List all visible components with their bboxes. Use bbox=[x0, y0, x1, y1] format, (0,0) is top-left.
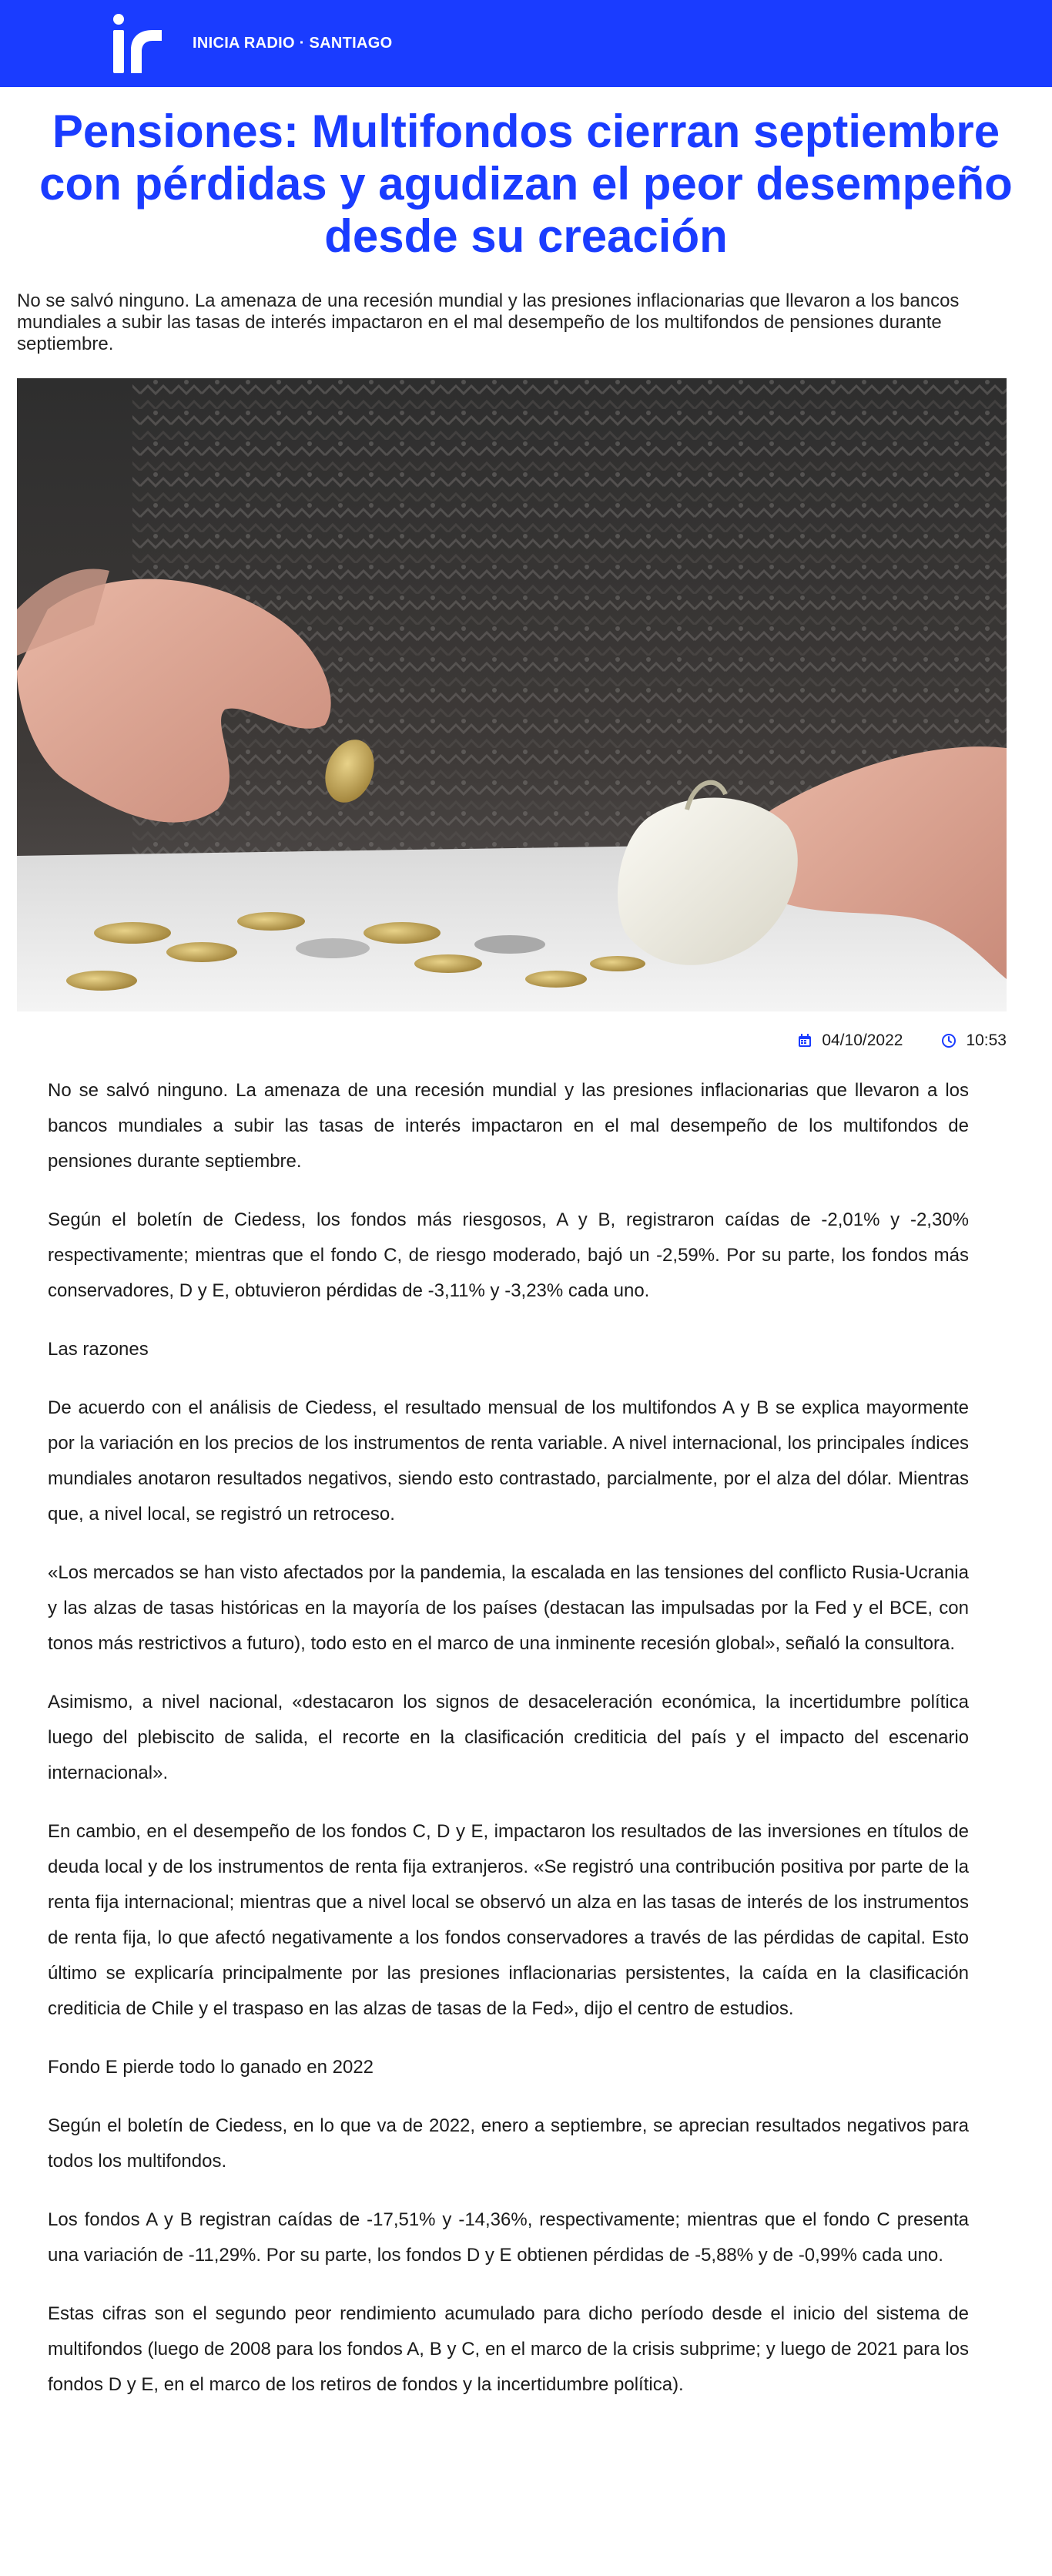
article-paragraph: Asimismo, a nivel nacional, «destacaron los signos de desaceleración económica, la incertidumbre política luego del plebiscito de salida, el recorte en la clasificación crediticia del país y el impacto del escenario internacional». bbox=[48, 1692, 969, 1783]
article-paragraph: De acuerdo con el análisis de Ciedess, el resultado mensual de los multifondos A y B se explica mayormente por la variación en los precios de los instrumentos de renta variable. A nivel internacional, los principales índices mundiales anotaron resultados negativos, siendo esto contrastado, parcialmente, por el alza del dólar. Mientras que, a nivel local, se registró un retroceso. bbox=[48, 1397, 969, 1524]
site-logo[interactable] bbox=[111, 13, 165, 75]
logo-icon bbox=[111, 13, 165, 75]
article-title: Pensiones: Multifondos cierran septiembre con pérdidas y agudizan el peor desempeño desde su creación bbox=[39, 106, 1013, 262]
brand-name[interactable]: INICIA RADIO · SANTIAGO bbox=[193, 35, 393, 52]
publish-time bbox=[941, 1031, 1007, 1050]
publish-date-text: 04/10/2022 bbox=[822, 1031, 903, 1049]
article-body bbox=[48, 1073, 969, 2403]
article-lead: No se salvó ninguno. La amenaza de una recesión mundial y las presiones inflacionarias que llevaron a los bancos mundiales a subir las tasas de interés impactaron en el mal desempeño de los multifondos de pensiones durante septiembre. bbox=[17, 290, 960, 354]
article-paragraph: Los fondos A y B registran caídas de -17,51% y -14,36%, respectivamente; mientras que el fondo C presenta una variación de -11,29%. Por su parte, los fondos D y E obtienen pérdidas de -5,88% y de -0,99% cada uno. bbox=[48, 2209, 969, 2266]
hero-photo-illustration bbox=[17, 378, 1007, 1011]
article-paragraph: Según el boletín de Ciedess, los fondos más riesgosos, A y B, registraron caídas de -2,01% y -2,30% respectivamente; mientras que el fondo C, de riesgo moderado, bajó un -2,59%. Por su parte, los fondos más conservadores, D y E, obtuvieron pérdidas de -3,11% y -3,23% cada uno. bbox=[48, 1209, 969, 1301]
article-paragraph: Según el boletín de Ciedess, en lo que va de 2022, enero a septiembre, se aprecian resultados negativos para todos los multifondos. bbox=[48, 2115, 969, 2172]
article-paragraph: Estas cifras son el segundo peor rendimiento acumulado para dicho período desde el inicio del sistema de multifondos (luego de 2008 para los fondos A, B y C, en el marco de la crisis subprime; y luego de 2021 para los fondos D y E, en el marco de los retiros de fondos y la incertidumbre política). bbox=[48, 2303, 969, 2395]
article-paragraph: En cambio, en el desempeño de los fondos C, D y E, impactaron los resultados de las inversiones en títulos de deuda local y de los instrumentos de renta fija extranjeros. «Se registró una contribución positiva por parte de la renta fija internacional; mientras que a nivel local se observó un alza en las tasas de interés de los instrumentos de renta fija, lo que afectó negativamente a los fondos conservadores a través de las pérdidas de capital. Esto último se explicaría principalmente por las presiones inflacionarias persistentes, la caída en la clasificación crediticia de Chile y el traspaso en las alzas de tasas de la Fed», dijo el centro de estudios. bbox=[48, 1821, 969, 2019]
site-header bbox=[0, 0, 1052, 87]
hero-image bbox=[17, 378, 1007, 1011]
article-paragraph: No se salvó ninguno. La amenaza de una recesión mundial y las presiones inflacionarias que llevaron a los bancos mundiales a subir las tasas de interés impactaron en el mal desempeño de los multifondos de pensiones durante septiembre. bbox=[48, 1080, 969, 1172]
article-subheading: Fondo E pierde todo lo ganado en 2022 bbox=[48, 2057, 374, 2078]
calendar-icon bbox=[797, 1033, 812, 1048]
publish-date bbox=[797, 1031, 903, 1050]
publish-time-text: 10:53 bbox=[966, 1031, 1007, 1049]
article-paragraph: «Los mercados se han visto afectados por la pandemia, la escalada en las tensiones del conflicto Rusia-Ucrania y las alzas de tasas históricas en la mayoría de los países (destacan las impulsadas por la Fed y el BCE, con tonos más restrictivos a futuro), todo esto en el marco de una inminente recesión global», señaló la consultora. bbox=[48, 1562, 969, 1654]
article-subheading: Las razones bbox=[48, 1339, 149, 1360]
clock-icon bbox=[941, 1033, 957, 1048]
article-meta bbox=[0, 1031, 1007, 1050]
